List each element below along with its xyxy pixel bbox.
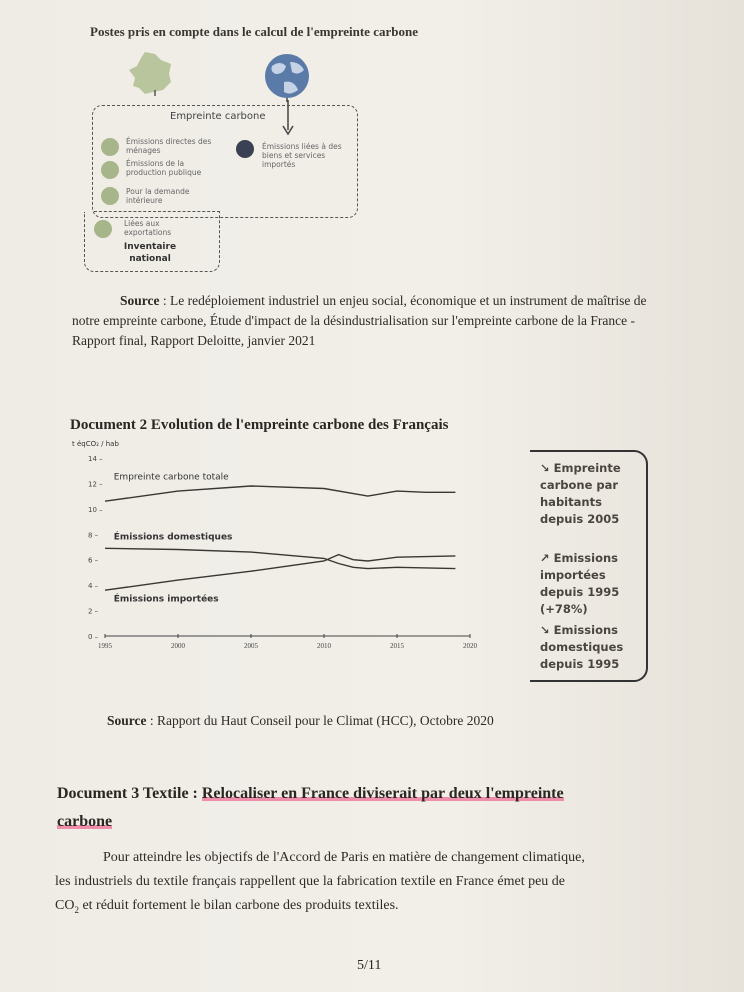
doc3-paragraph [55, 846, 695, 922]
carbon-footprint-chart [70, 440, 490, 655]
production-icon [101, 161, 119, 179]
x-tick-label: 2010 [317, 642, 331, 650]
doc3-line2: les industriels du textile français rappellent que la fabrication textile en France émet peu de [55, 874, 566, 889]
item-demande: Pour la demande intérieure [126, 187, 190, 205]
x-tick-label: 2000 [171, 642, 185, 650]
summary-empreinte [540, 460, 644, 528]
item-importes: Émissions liées à des biens et services importés [262, 142, 342, 169]
doc2-source [107, 711, 627, 731]
doc3-line3 [55, 894, 695, 922]
y-tick-label: 12 – [88, 480, 103, 489]
y-tick-label: 0 – [88, 633, 99, 641]
x-tick-label: 2005 [244, 642, 258, 650]
source-label: Source [107, 713, 147, 728]
doc3-line3-rest: et réduit fortement le bilan carbone des produits textiles. [78, 898, 399, 913]
series-label: Empreinte carbone totale [113, 472, 229, 483]
arrow-down-right-icon: ↘ [540, 461, 550, 475]
arrow-up-right-icon: ↗ [540, 551, 550, 565]
globe-icon [262, 52, 312, 102]
export-icon [94, 220, 112, 238]
doc3-heading-highlight-2: carbone [57, 813, 113, 830]
france-map-icon [125, 50, 177, 96]
doc3-heading [57, 780, 697, 836]
y-tick-label: 6 – [88, 556, 99, 565]
summary-domestiques [540, 622, 644, 673]
series-label: Émissions importées [113, 594, 219, 605]
y-tick-label: 2 – [88, 607, 99, 616]
x-tick-label: 1995 [98, 642, 112, 650]
menages-icon [101, 138, 119, 156]
x-tick-label: 2015 [390, 642, 404, 650]
doc1-title: Postes pris en compte dans le calcul de l'empreinte carbone [90, 24, 418, 39]
series-line [105, 555, 455, 591]
lock-icon [236, 140, 254, 158]
y-axis-label: t éqCO₂ / hab [72, 440, 119, 448]
page-number: 5/11 [357, 958, 382, 973]
x-tick-label: 2020 [463, 642, 477, 650]
series-label: Émissions domestiques [113, 532, 233, 543]
doc3-heading-prefix: Document 3 Textile : [57, 785, 202, 802]
divider [94, 211, 220, 212]
doc2-heading: Document 2 Evolution de l'empreinte carbone des Français [70, 417, 449, 433]
series-line [105, 548, 455, 568]
y-tick-label: 4 – [88, 582, 99, 591]
doc3-line1: Pour atteindre les objectifs de l'Accord de Paris en matière de changement climatique, [103, 850, 585, 865]
summary-importees [540, 550, 650, 618]
item-production: Émissions de la production publique [126, 159, 202, 177]
demande-icon [101, 187, 119, 205]
inventaire-label: Inventaire national [123, 242, 177, 264]
y-tick-label: 8 – [88, 531, 99, 540]
empreinte-carbone-label: Empreinte carbone [170, 111, 266, 122]
series-line [105, 486, 455, 501]
arrow-down-right-icon: ↘ [540, 623, 550, 637]
source-text: : Le redéploiement industriel un enjeu social, économique et un instrument de maîtrise de notre empreinte carbone, Étude d'impact de la désindustrialisation sur l'empreinte carbone de la France - Rapport final, Rapport Deloitte, janvier 2021 [72, 293, 647, 348]
summary-box [530, 450, 648, 682]
summary-importees-text: Emissions importées depuis 1995 (+78%) [540, 551, 620, 616]
y-tick-label: 10 – [88, 505, 103, 514]
source-label: Source [120, 293, 160, 308]
doc3-heading-highlight: Relocaliser en France diviserait par deux l'empreinte [201, 785, 564, 802]
summary-empreinte-text: Empreinte carbone par habitants depuis 2005 [540, 461, 621, 526]
co2-subscript: 2 [74, 904, 79, 915]
source-text: : Rapport du Haut Conseil pour le Climat (HCC), Octobre 2020 [146, 713, 494, 728]
item-menages: Émissions directes des ménages [126, 137, 212, 155]
item-exportations: Liées aux exportations [124, 219, 172, 237]
doc1-source [72, 291, 662, 351]
summary-domestiques-text: Emissions domestiques depuis 1995 [540, 623, 624, 671]
y-tick-label: 14 – [88, 455, 103, 463]
co2-text: CO [55, 898, 75, 913]
